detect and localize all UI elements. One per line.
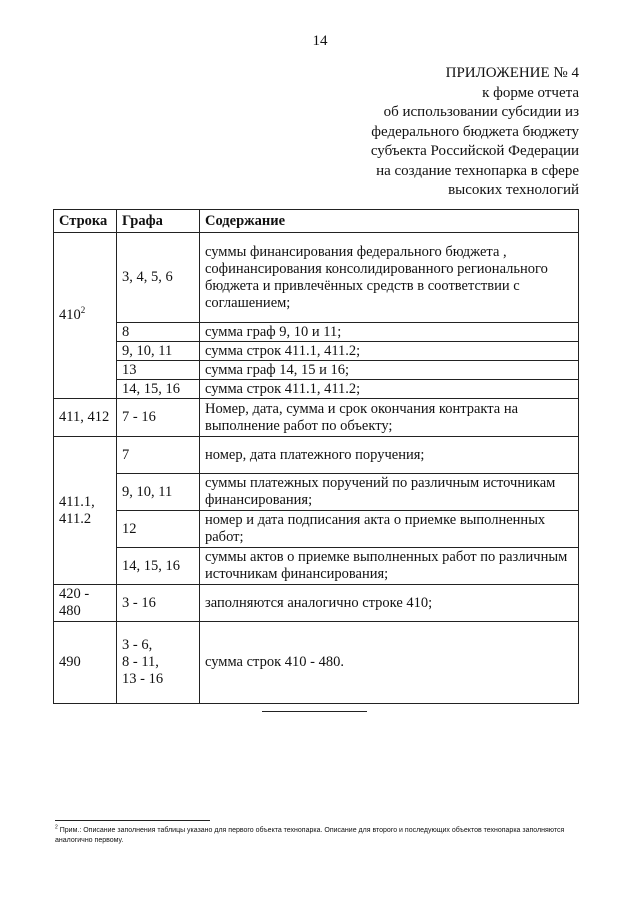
- content-cell: сумма граф 14, 15 и 16;: [200, 361, 579, 380]
- footnote: [55, 826, 585, 846]
- grafa-cell: 9, 10, 11: [117, 474, 200, 511]
- footnote-marker: 2: [80, 305, 86, 316]
- grafa-cell: 9, 10, 11: [117, 342, 200, 361]
- footnote-divider: [55, 820, 210, 821]
- content-cell: суммы актов о приемке выполненных работ по различным источникам финансирования;: [200, 548, 579, 585]
- stroka-value: 411.1,: [59, 493, 95, 510]
- grafa-cell: [117, 622, 200, 704]
- stroka-cell: 411, 412: [54, 399, 117, 437]
- stroka-value: 420 -: [59, 586, 90, 602]
- grafa-value: 8 - 11,: [122, 654, 159, 670]
- appendix-line: федерального бюджета бюджету: [371, 123, 579, 140]
- stroka-value: 480: [59, 603, 81, 619]
- table-row: [54, 233, 579, 323]
- grafa-cell: 12: [117, 511, 200, 548]
- content-cell: сумма строк 411.1, 411.2;: [200, 342, 579, 361]
- table-row: [54, 380, 579, 399]
- stroka-cell: [54, 233, 117, 399]
- stroka-cell: 490: [54, 622, 117, 704]
- grafa-cell: 14, 15, 16: [117, 380, 200, 399]
- content-cell: Номер, дата, сумма и срок окончания контракта на выполнение работ по объекту;: [200, 399, 579, 437]
- header-content: Содержание: [200, 210, 579, 233]
- appendix-header: [371, 64, 579, 201]
- end-divider: [262, 711, 367, 712]
- report-table: [53, 209, 579, 704]
- content-cell: суммы финансирования федерального бюджета , софинансирования консолидированного регионального бюджета и привлечённых средств в соответствии с соглашением;: [200, 233, 579, 323]
- table-row: [54, 548, 579, 585]
- header-stroka: Строка: [54, 210, 117, 233]
- table-row: [54, 585, 579, 622]
- content-cell: суммы платежных поручений по различным источникам финансирования;: [200, 474, 579, 511]
- appendix-line: к форме отчета: [482, 84, 579, 101]
- grafa-cell: 3 - 16: [117, 585, 200, 622]
- table-header-row: [54, 210, 579, 233]
- footnote-marker: 2: [55, 824, 58, 831]
- appendix-line: высоких технологий: [448, 182, 579, 198]
- table-row: [54, 323, 579, 342]
- table-row: [54, 511, 579, 548]
- grafa-value: 3 - 6,: [122, 637, 153, 653]
- content-cell: номер и дата подписания акта о приемке выполненных работ;: [200, 511, 579, 548]
- content-cell: номер, дата платежного поручения;: [200, 437, 579, 474]
- page-number: 14: [312, 33, 328, 49]
- grafa-cell: 13: [117, 361, 200, 380]
- content-cell: сумма строк 411.1, 411.2;: [200, 380, 579, 399]
- grafa-cell: 14, 15, 16: [117, 548, 200, 585]
- appendix-line: субъекта Российской Федерации: [370, 143, 579, 159]
- table-row: [54, 399, 579, 437]
- table-row: [54, 474, 579, 511]
- grafa-cell: 8: [117, 323, 200, 342]
- content-cell: сумма граф 9, 10 и 11;: [200, 323, 579, 342]
- table-row: [54, 622, 579, 704]
- grafa-cell: 3, 4, 5, 6: [117, 233, 200, 323]
- grafa-value: 13 - 16: [122, 671, 164, 687]
- stroka-value: 410: [59, 307, 81, 323]
- content-cell: сумма строк 410 - 480.: [200, 622, 579, 704]
- content-cell: заполняются аналогично строке 410;: [200, 585, 579, 622]
- stroka-cell: [54, 585, 117, 622]
- stroka-value: 411.2: [59, 510, 92, 527]
- grafa-cell: 7 - 16: [117, 399, 200, 437]
- table-row: [54, 361, 579, 380]
- grafa-cell: 7: [117, 437, 200, 474]
- stroka-cell: [54, 437, 117, 585]
- appendix-line: об использовании субсидии из: [383, 104, 579, 120]
- footnote-text: Прим.: Описание заполнения таблицы указано для первого объекта технопарка. Описание для второго и последующих объектов технопарка заполняются аналогично первому.: [55, 827, 565, 844]
- header-grafa: Графа: [117, 210, 200, 233]
- appendix-line: на создание технопарка в сфере: [376, 162, 579, 179]
- table-row: [54, 437, 579, 474]
- table-row: [54, 342, 579, 361]
- appendix-title: ПРИЛОЖЕНИЕ № 4: [445, 65, 579, 81]
